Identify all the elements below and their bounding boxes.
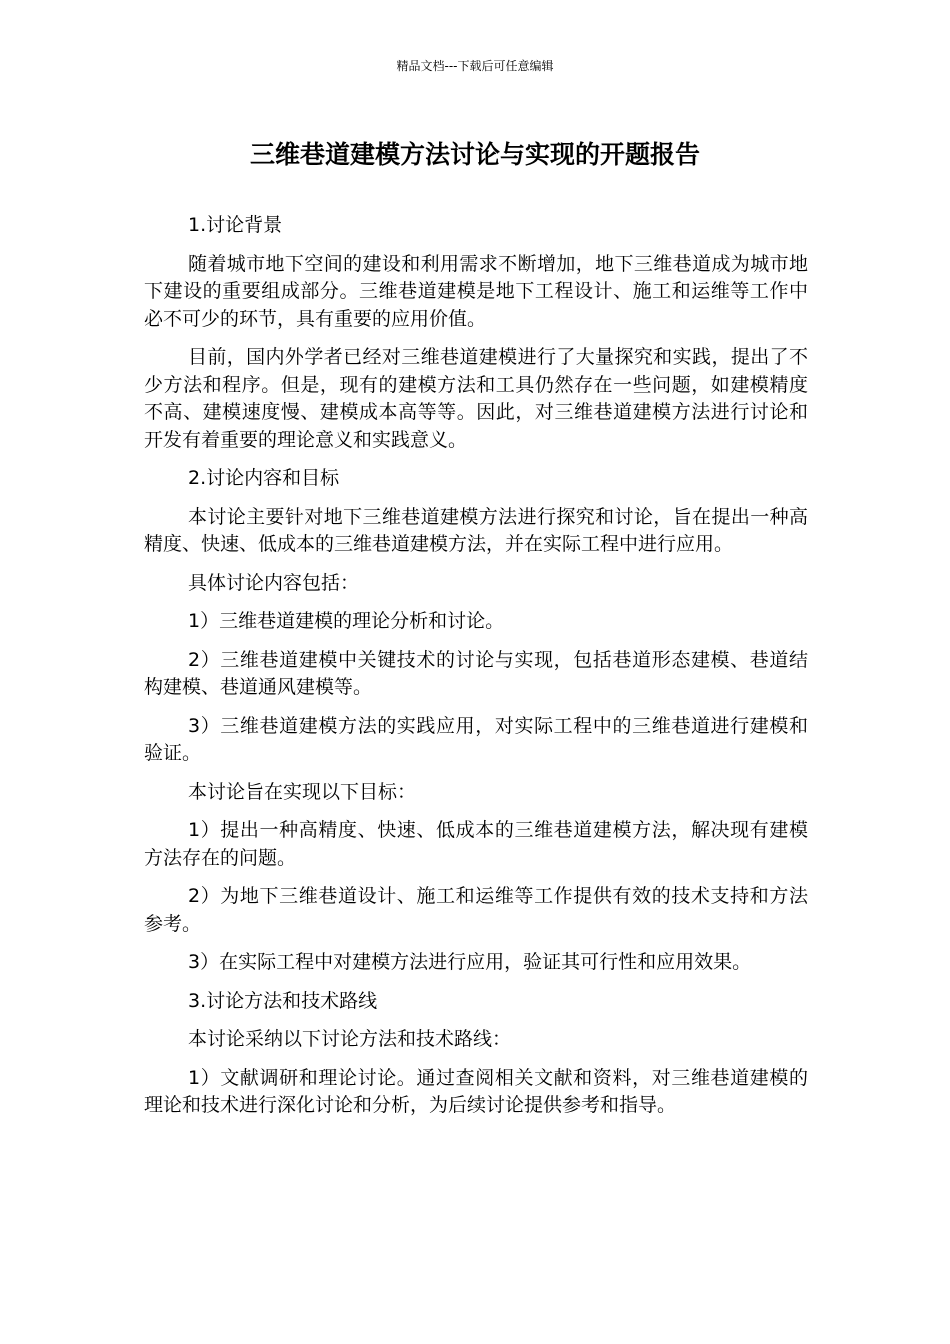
list-item: 2）三维巷道建模中关键技术的讨论与实现，包括巷道形态建模、巷道结构建模、巷道通风建模等。 — [144, 648, 808, 698]
list-item: 1）文献调研和理论讨论。通过查阅相关文献和资料，对三维巷道建模的理论和技术进行深化讨论和分析，为后续讨论提供参考和指导。 — [144, 1066, 808, 1116]
list-item: 1）三维巷道建模的理论分析和讨论。 — [188, 610, 505, 632]
list-item: 3）三维巷道建模方法的实践应用，对实际工程中的三维巷道进行建模和验证。 — [144, 714, 808, 764]
page-header-note: 精品文档---下载后可任意编辑 — [396, 59, 554, 73]
document-body — [144, 212, 808, 1131]
list-item: 3）在实际工程中对建模方法进行应用，验证其可行性和应用效果。 — [188, 951, 752, 973]
body-paragraph: 目前，国内外学者已经对三维巷道建模进行了大量探究和实践，提出了不少方法和程序。但是，现有的建模方法和工具仍然存在一些问题，如建模精度不高、建模速度慢、建模成本高等等。因此，对三维巷道建模方法进行讨论和开发有着重要的理论意义和实践意义。 — [144, 346, 808, 451]
body-paragraph: 随着城市地下空间的建设和利用需求不断增加，地下三维巷道成为城市地下建设的重要组成部分。三维巷道建模是地下工程设计、施工和运维等工作中必不可少的环节，具有重要的应用价值。 — [144, 252, 808, 330]
document-title: 三维巷道建模方法讨论与实现的开题报告 — [249, 140, 700, 169]
body-paragraph: 具体讨论内容包括： — [188, 571, 360, 594]
body-paragraph: 本讨论主要针对地下三维巷道建模方法进行探究和讨论，旨在提出一种高精度、快速、低成本的三维巷道建模方法，并在实际工程中进行应用。 — [144, 505, 808, 555]
list-item: 2）为地下三维巷道设计、施工和运维等工作提供有效的技术支持和方法参考。 — [144, 885, 808, 935]
list-item: 1）提出一种高精度、快速、低成本的三维巷道建模方法，解决现有建模方法存在的问题。 — [144, 819, 808, 869]
body-paragraph: 本讨论采纳以下讨论方法和技术路线： — [188, 1028, 512, 1050]
section-heading-background: 1.讨论背景 — [188, 214, 283, 236]
section-heading-methods: 3.讨论方法和技术路线 — [188, 989, 378, 1012]
section-heading-content-goals: 2.讨论内容和目标 — [188, 467, 340, 489]
body-paragraph: 本讨论旨在实现以下目标： — [188, 780, 417, 803]
